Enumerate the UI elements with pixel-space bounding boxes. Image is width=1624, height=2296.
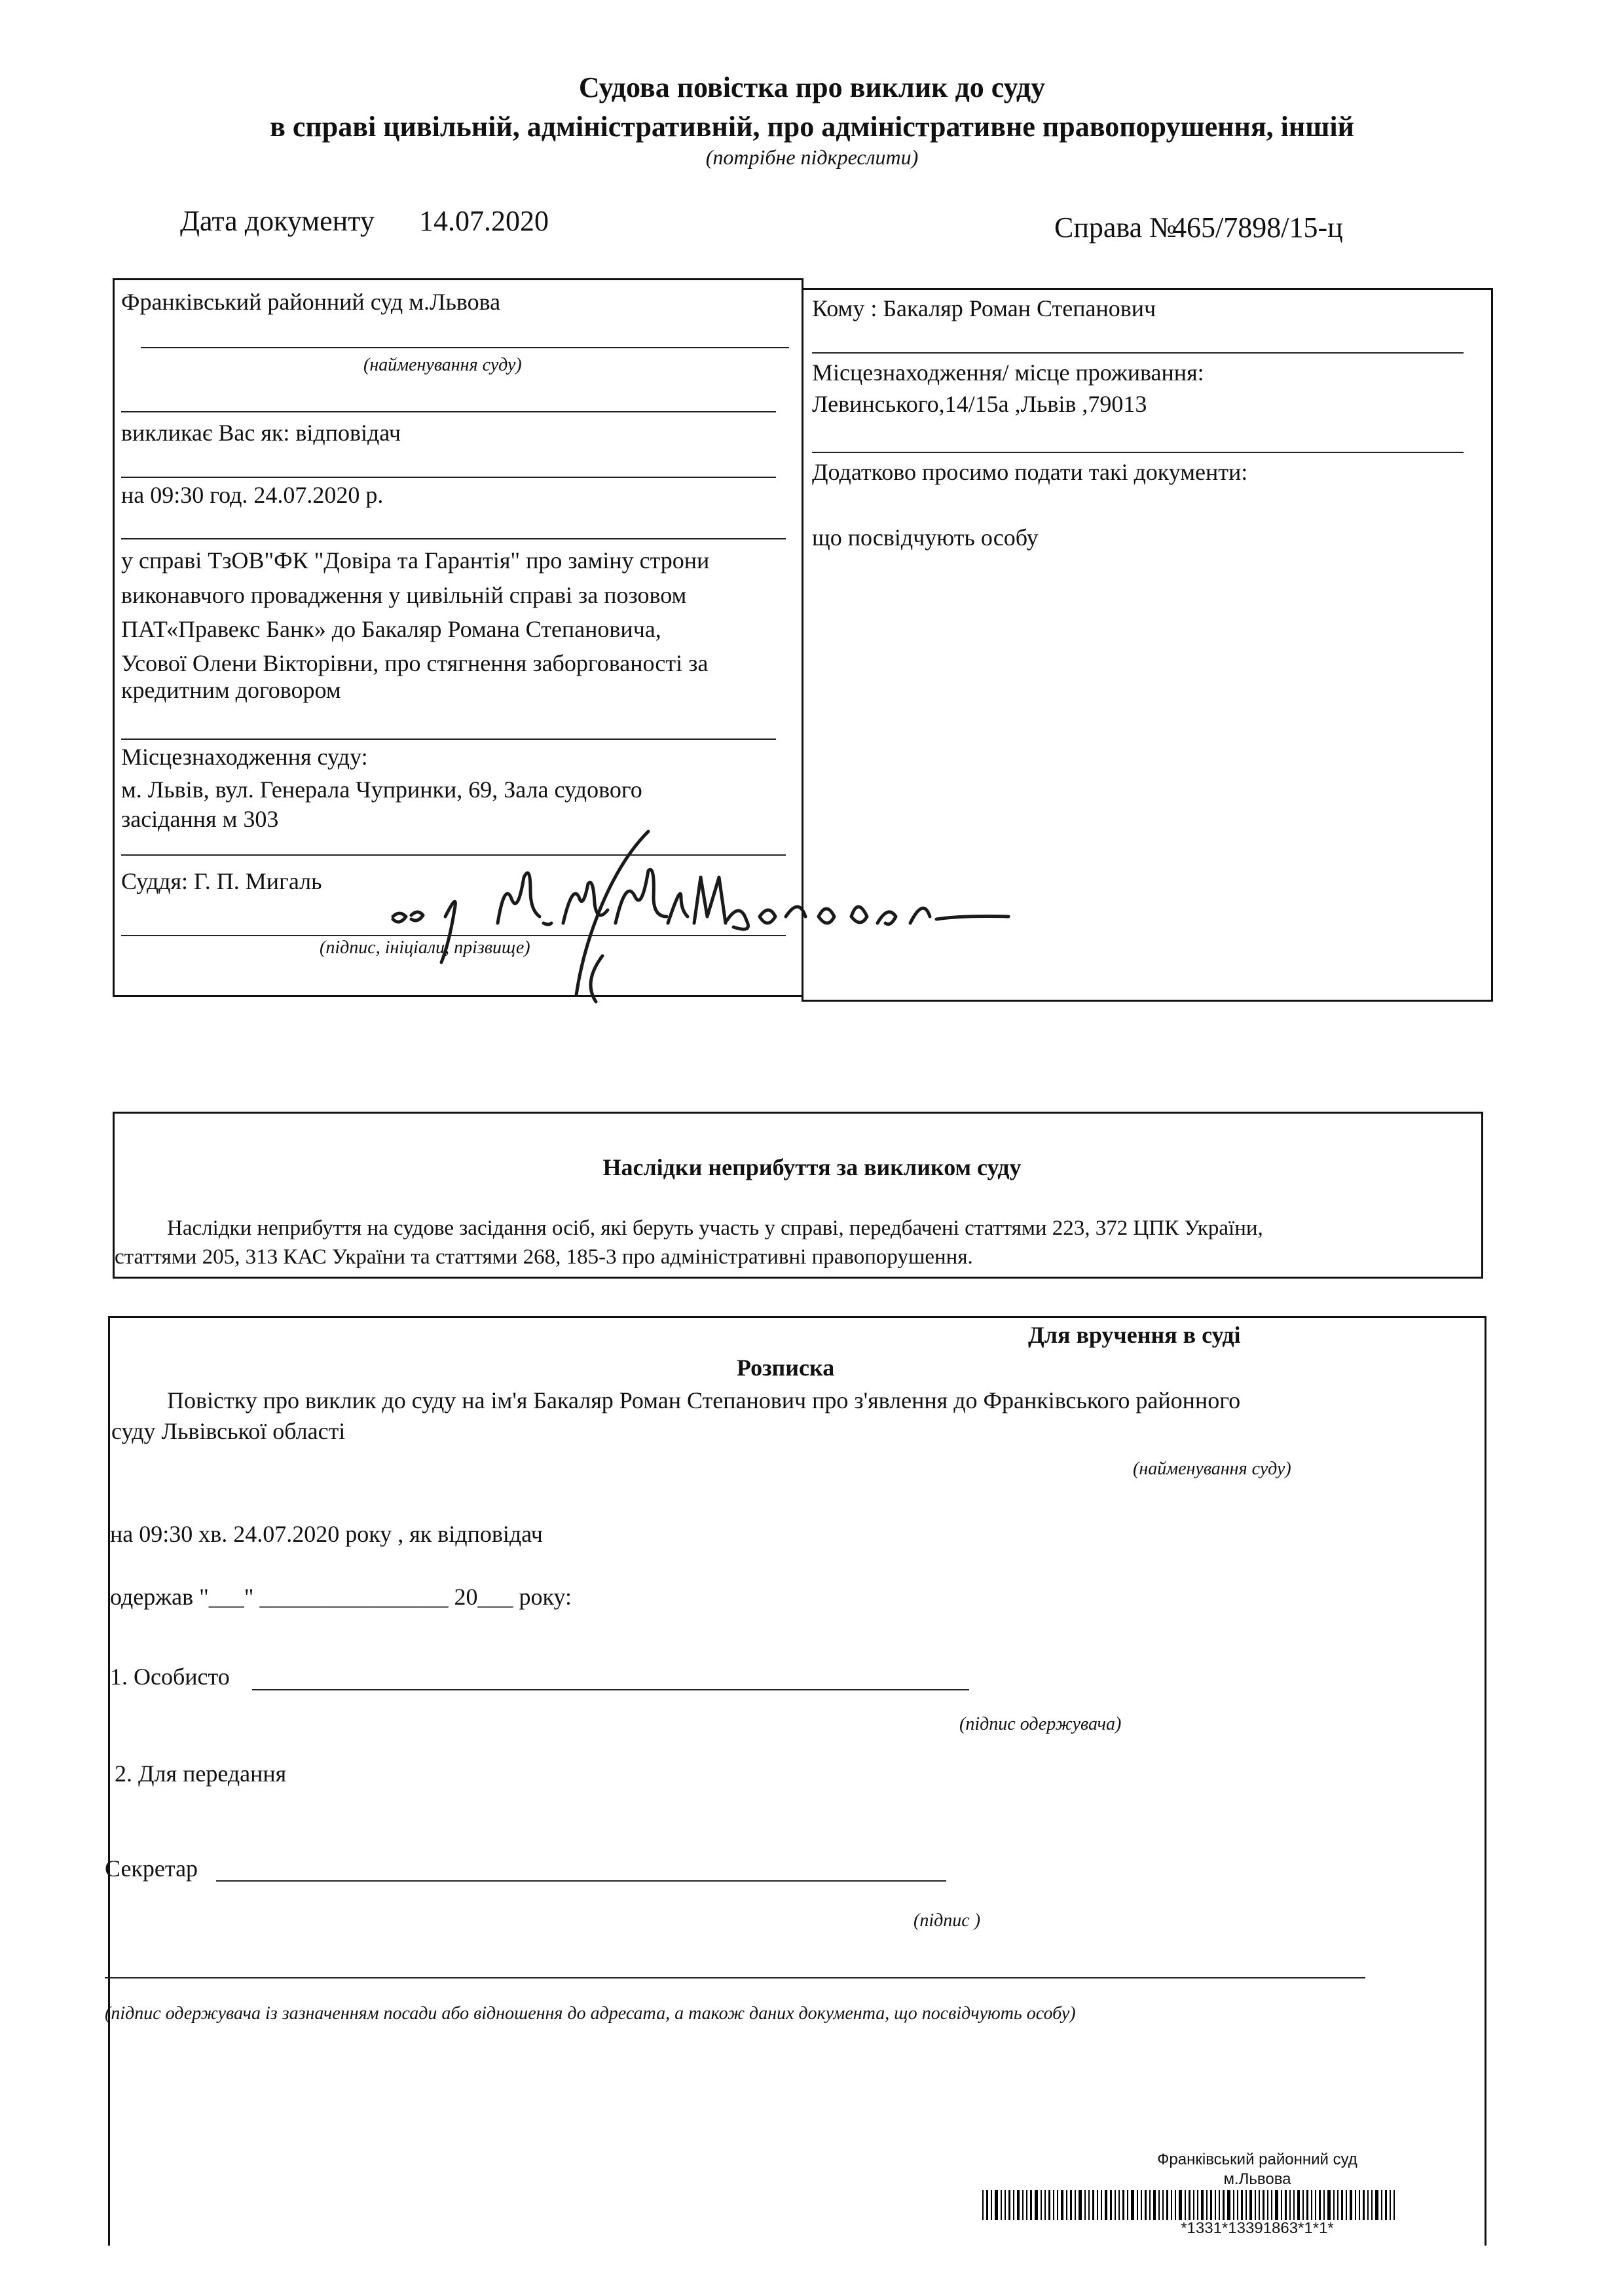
barcode-bar: [1315, 2190, 1316, 2220]
bottom-signature-caption: (підпис одержувача із зазначенням посади або відношення до адресата, а також даних документа, що посвідчують особу): [105, 2003, 1076, 2024]
barcode-bar: [1285, 2190, 1287, 2220]
barcode-bar: [1115, 2190, 1116, 2220]
barcode-bar: [1306, 2190, 1308, 2220]
divider-1: [121, 411, 776, 412]
handwritten-signature: [367, 825, 1022, 1008]
barcode-bar: [1241, 2190, 1243, 2220]
barcode-bar: [1185, 2190, 1186, 2220]
barcode-bar: [1233, 2190, 1234, 2220]
case-description-line: кредитним договором: [121, 677, 341, 703]
barcode-bar: [1118, 2190, 1120, 2220]
judge-name: Суддя: Г. П. Мигаль: [121, 868, 322, 894]
barcode-bar: [1022, 2190, 1024, 2220]
barcode-bar: [1137, 2190, 1138, 2220]
secretary-signature-line[interactable]: [216, 1880, 946, 1882]
barcode-bar: [1393, 2190, 1395, 2220]
case-label: Справа №: [1054, 211, 1177, 244]
case-description-line: ПАТ«Правекс Банк» до Бакаляр Романа Степановича,: [121, 616, 661, 642]
court-name: Франківський районний суд м.Львова: [121, 289, 501, 315]
receipt-title: Розписка: [737, 1355, 835, 1381]
court-name-caption: (найменування суду): [363, 355, 522, 375]
court-location-line: м. Львів, вул. Генерала Чупринки, 69, Зала судового: [121, 776, 642, 803]
recipient-signature-caption: (підпис одержувача): [959, 1714, 1122, 1734]
underline-note: (потрібне підкреслити): [705, 145, 919, 169]
barcode-bar: [1088, 2190, 1090, 2220]
barcode-bar: [1166, 2190, 1168, 2220]
barcode-bar: [1189, 2190, 1190, 2220]
barcode-bar: [1375, 2190, 1378, 2220]
barcode-bar: [1053, 2190, 1054, 2220]
barcode-bar: [1293, 2190, 1295, 2220]
barcode-bar: [1337, 2190, 1338, 2220]
barcode-bar: [1323, 2190, 1325, 2220]
barcode-bar: [1084, 2190, 1086, 2220]
barcode-bar: [1311, 2190, 1312, 2220]
barcode-bar: [1066, 2190, 1067, 2220]
barcode-bar: [1319, 2190, 1321, 2220]
barcode-bar: [1145, 2190, 1147, 2220]
consequences-text-line: Наслідки неприбуття на судове засідання осіб, які беруть участь у справі, передбачені статтями 223, 372 ЦПК України,: [167, 1216, 1263, 1240]
personally-signature-line[interactable]: [252, 1689, 969, 1690]
barcode-bar: [1044, 2190, 1046, 2220]
barcode-bar: [1026, 2190, 1027, 2220]
case-description-line: у справі ТзОВ"ФК "Довіра та Гарантія" про заміну строни: [121, 547, 710, 574]
signature-caption: (підпис, ініціали, прізвище): [320, 938, 530, 958]
court-location-label: Місцезнаходження суду:: [121, 744, 368, 770]
document-subtitle: в справі цивільній, адміністративній, про адміністративне правопорушення, іншій: [270, 111, 1354, 143]
date-label: Дата документу: [180, 205, 375, 237]
barcode-bar: [1030, 2190, 1032, 2220]
barcode-bar: [1381, 2190, 1382, 2220]
barcode-bar: [1302, 2190, 1304, 2220]
extra-docs-value: що посвідчують особу: [812, 524, 1039, 551]
barcode-bar: [1201, 2190, 1204, 2220]
barcode-bar: [1341, 2190, 1343, 2220]
barcode-bar: [1005, 2190, 1006, 2220]
barcode-bar: [1061, 2190, 1063, 2220]
barcode-bar: [1227, 2190, 1230, 2220]
barcode-bar: [1127, 2190, 1128, 2220]
barcode-bar: [1035, 2190, 1038, 2220]
barcode-bar: [1171, 2190, 1172, 2220]
barcode-bar: [1215, 2190, 1216, 2220]
receipt-hearing-time: на 09:30 хв. 24.07.2020 року , як відповідач: [110, 1521, 543, 1547]
barcode-bar: [1158, 2190, 1160, 2220]
barcode-bar: [1267, 2190, 1268, 2220]
barcode-bar: [1162, 2190, 1164, 2220]
barcode-bar: [1385, 2190, 1387, 2220]
footer-court-line: Франківський районний суд: [1157, 2151, 1357, 2168]
barcode-bar: [1048, 2190, 1050, 2220]
barcode-bar: [1041, 2190, 1042, 2220]
consequences-text-line: статтями 205, 313 КАС України та статтями 268, 185-3 про адміністративні правопорушення.: [115, 1245, 973, 1269]
secretary-signature-caption: (підпис ): [913, 1910, 981, 1931]
barcode-bar: [1367, 2190, 1369, 2220]
extra-docs-label: Додатково просимо подати такі документи:: [812, 459, 1248, 485]
barcode-bar: [1289, 2190, 1291, 2220]
divider-3: [121, 538, 786, 539]
barcode-bar: [1259, 2190, 1260, 2220]
court-location-line: засідання м 303: [121, 806, 279, 832]
barcode-bar: [1359, 2190, 1360, 2220]
receipt-court-caption: (найменування суду): [1133, 1459, 1291, 1479]
barcode-bar: [986, 2190, 988, 2220]
barcode-bar: [1271, 2190, 1272, 2220]
barcode-bar: [1237, 2190, 1238, 2220]
secretary-label: Секретар: [105, 1855, 198, 1882]
bottom-signature-line[interactable]: [105, 1977, 1365, 1978]
for-court-label: Для вручення в суді: [1028, 1322, 1241, 1348]
barcode-bar: [1101, 2190, 1102, 2220]
barcode-bar: [1179, 2190, 1182, 2220]
document-title: Судова повістка про виклик до суду: [578, 71, 1046, 103]
address-value: Левинського,14/15а ,Львів ,79013: [812, 391, 1147, 417]
barcode-bar: [1363, 2190, 1365, 2220]
barcode-bar: [1013, 2190, 1014, 2220]
barcode-bar: [1153, 2190, 1156, 2220]
barcode-bar: [1327, 2190, 1331, 2220]
barcode-bar: [1001, 2190, 1002, 2220]
barcode-bar: [1281, 2190, 1282, 2220]
barcode-bar: [1097, 2190, 1098, 2220]
barcode-bar: [1346, 2190, 1347, 2220]
barcode-number: *1331*13391863*1*1*: [1181, 2219, 1334, 2237]
right-divider-1: [812, 352, 1464, 354]
barcode-bar: [995, 2190, 998, 2220]
barcode-bar: [1122, 2190, 1124, 2220]
barcode-bar: [1131, 2190, 1134, 2220]
court-name-rule: [141, 347, 789, 348]
barcode-bar: [1390, 2190, 1391, 2220]
summoned-as: викликає Вас як: відповідач: [121, 420, 401, 446]
barcode-bar: [1057, 2190, 1058, 2220]
barcode-bar: [1017, 2190, 1020, 2220]
receipt-text-line: Повістку про виклик до суду на ім'я Бакаляр Роман Степанович про з'явлення до Франківського районного: [167, 1387, 1241, 1413]
barcode-bar: [1206, 2190, 1208, 2220]
barcode-bar: [1255, 2190, 1256, 2220]
barcode-bar: [1105, 2190, 1107, 2220]
recipient-name: Кому : Бакаляр Роман Степанович: [812, 295, 1156, 321]
case-description-line: Усової Олени Вікторівни, про стягнення заборгованості за: [121, 650, 709, 676]
barcode-bar: [1371, 2190, 1373, 2220]
barcode-bar: [1149, 2190, 1151, 2220]
barcode-bar: [1092, 2190, 1094, 2220]
personally-label: 1. Особисто: [110, 1664, 230, 1690]
barcode-bar: [1079, 2190, 1082, 2220]
barcode-bar: [982, 2190, 984, 2220]
barcode-bar: [1008, 2190, 1010, 2220]
case-number: 465/7898/15-ц: [1172, 211, 1343, 244]
barcode-bar: [1219, 2190, 1220, 2220]
barcode-bar: [1070, 2190, 1072, 2220]
right-divider-2: [812, 452, 1464, 453]
divider-4: [121, 738, 776, 740]
barcode-bar: [1355, 2190, 1356, 2220]
receipt-text-line: суду Львівської області: [111, 1418, 346, 1444]
divider-2: [121, 477, 776, 478]
barcode-bar: [1193, 2190, 1194, 2220]
barcode-bar: [1333, 2190, 1335, 2220]
barcode-bar: [1249, 2190, 1252, 2220]
consequences-title: Наслідки неприбуття за викликом суду: [602, 1154, 1022, 1180]
address-label: Місцезнаходження/ місце проживання:: [812, 359, 1204, 386]
barcode-bar: [1197, 2190, 1198, 2220]
barcode-bar: [1075, 2190, 1076, 2220]
hearing-time: на 09:30 год. 24.07.2020 р.: [121, 482, 384, 508]
barcode-bar: [991, 2190, 992, 2220]
barcode-bar: [1297, 2190, 1300, 2220]
barcode-bar: [1110, 2190, 1112, 2220]
barcode-bar: [1175, 2190, 1176, 2220]
transfer-label: 2. Для передання: [115, 1760, 287, 1787]
barcode-bar: [1275, 2190, 1278, 2220]
received-date-field[interactable]: одержав "___" ________________ 20___ року:: [110, 1584, 572, 1610]
barcode-bar: [1350, 2190, 1352, 2220]
barcode-bar: [1223, 2190, 1225, 2220]
barcode: [982, 2190, 1397, 2220]
receipt-box: [108, 1316, 1486, 2246]
barcode-bar: [1246, 2190, 1247, 2220]
barcode-bar: [1141, 2190, 1142, 2220]
case-description-line: виконавчого провадження у цивільній справі за позовом: [121, 582, 687, 608]
barcode-bar: [1210, 2190, 1212, 2220]
footer-court-line: м.Львова: [1223, 2170, 1291, 2188]
date-value: 14.07.2020: [419, 205, 549, 237]
barcode-bar: [1263, 2190, 1264, 2220]
